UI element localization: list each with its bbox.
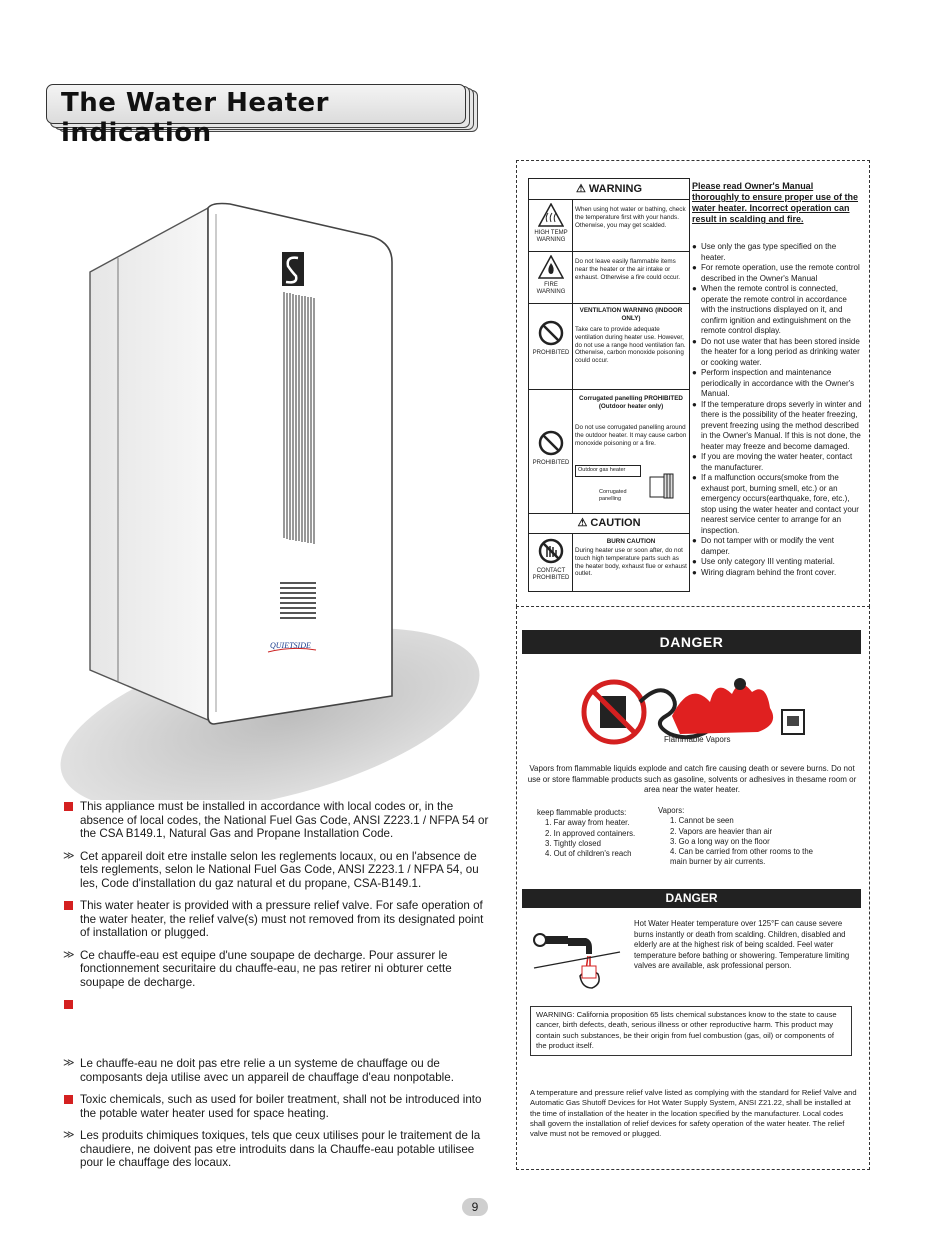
- note-item: ≫ Ce chauffe-eau est equipe d'une soupape de decharge. Pour assurer le fonctionnement securitaire du chauffe-eau, ne pas retirer ni obturer cette soupape de decharge.: [63, 948, 452, 989]
- flammable-vapors-illustration: [580, 672, 820, 754]
- warning-row-text: When using hot water or bathing, check the temperature first with your hands. Otherwise, you may get scalded.: [575, 206, 686, 229]
- bullet-item: ● If a malfunction occurs(smoke from the exhaust port, burning smell, etc.) or an emergency occurs(earthquake, fore, etc.), stop using the water heater and contact your nearest service center to arrange for an inspection.: [692, 473, 862, 536]
- heater-panel-figure: [647, 471, 677, 501]
- warning-header: ⚠ WARNING: [575, 183, 643, 195]
- page-number: 9: [462, 1198, 488, 1216]
- bullet-item: ● When the remote control is connected, operate the remote control in accordance with the instructions displayed on it, and confirm ignition and extinguishment on the remote control display.: [692, 284, 862, 337]
- warning-row-text: Do not use corrugated panelling around the outdoor heater. It may cause carbon monoxide poisoning or a fire.: [575, 424, 687, 447]
- warning-row-text: Do not leave easily flammable items near the heater or the air intake or exhaust. Otherwise a fire could occur.: [575, 258, 680, 281]
- keep-flammable-list: keep flammable products: 1. Far away from heater. 2. In approved containers. 3. Tightly closed 4. Out of children's reach: [537, 808, 636, 859]
- prohibited-icon: PROHIBITED: [531, 429, 571, 467]
- danger-header: DANGER: [522, 889, 861, 908]
- contact-prohibited-icon: CONTACT PROHIBITED: [531, 537, 571, 582]
- scald-danger-text: Hot Water Heater temperature over 125°F can cause severe burns instantly or death from scalding. Children, disabled and elderly are at the highest risk of being scalded. Feel water temperature before bathing or showering. Temperature limiting valves are available, ask professional person.: [634, 919, 850, 971]
- note-item: This water heater is provided with a pressure relief valve. For safe operation of the water heater, the relief valve(s) must not removed from its designated point of installation or plugged.: [64, 899, 494, 940]
- caution-header: ⚠ CAUTION: [577, 517, 641, 529]
- brand-text: QUIETSIDE: [270, 641, 311, 650]
- prohibited-icon: PROHIBITED: [531, 319, 571, 357]
- bullet-item: ● Do not use water that has been stored inside the heater for a long period as drinking water or cooking water.: [692, 337, 862, 369]
- relief-valve-text: A temperature and pressure relief valve listed as complying with the standard for Relief Valve and Automatic Gas Shutoff Devices for Hot Water Supply System, ANSI Z21.22, shall be installed at the time of installation of the heater in the location specified by the manufacturer. Local codes shall govern the installation of relief devices for safety operation of the water heater. The relief valve must not be removed or plugged.: [530, 1088, 857, 1139]
- bullet-item: ● Use only category III venting material.: [692, 557, 862, 568]
- warning-table: [528, 178, 690, 592]
- bullet-item: ● Do not tamper with or modify the vent damper.: [692, 536, 862, 557]
- title-box: [46, 84, 466, 148]
- read-manual-note: Please read Owner's Manual thoroughly to ensure proper use of the water heater. Incorrect operation can result in scalding and fire.: [692, 181, 859, 224]
- figure-label: Outdoor gas heater: [575, 465, 641, 477]
- page-title: The Water Heater indication: [61, 88, 329, 148]
- burn-caution-heading: BURN CAUTION: [606, 538, 656, 545]
- fire-warning-icon: FIRE WARNING: [531, 255, 571, 296]
- warning-row-text: During heater use or soon after, do not touch high temperature parts such as the heater body, exhaust flue or exhaust outlet.: [575, 547, 687, 578]
- high-temp-warning-icon: HIGH TEMP WARNING: [531, 203, 571, 244]
- note-item: ≫ Cet appareil doit etre installe selon les reglements locaux, ou en l'absence de tels reglements, selon le National Fuel Gas Code, ANSI Z223.1 / NFPA 54, ou les, Code d'installation du gaz natural et du propane, CSA-B149.1.: [63, 849, 479, 890]
- vapors-label: Flammable Vapors: [664, 735, 731, 744]
- note-item: Toxic chemicals, such as used for boiler treatment, shall not be introduced into the potable water heater used for space heating.: [64, 1093, 494, 1120]
- prop65-warning-box: WARNING: California proposition 65 lists chemical substances know to the state to cause cancer, birth defects, death, serious illness or other reproductive harm. This product may contain such substances, be their origin from fuel combustion (gas, oil) or components of the product itself.: [530, 1006, 852, 1056]
- bullet-item: ● If the temperature drops severly in winter and there is the possibility of the heater freezing, prevent freezing using the method described in the Owner's Manual. If this is not done, the heater may freeze and become damaged.: [692, 400, 862, 453]
- bullet-item: ● Wiring diagram behind the front cover.: [692, 568, 862, 579]
- water-heater-illustration: [30, 200, 500, 800]
- heater-side: [90, 208, 208, 720]
- scald-faucet-illustration: [528, 918, 626, 996]
- bullet-item: ● Perform inspection and maintenance periodically in accordance with the Owner's Manual.: [692, 368, 862, 400]
- figure-label: Corrugated panelling: [599, 489, 627, 502]
- bullet-item: ● If you are moving the water heater, contact the manufacturer.: [692, 452, 862, 473]
- page-title-tab: [46, 84, 472, 148]
- note-item: ≫ Les produits chimiques toxiques, tels que ceux utilises pour le traitement de la chaudiere, ne doivent pas etre introduits dans la Chauffe-eau potable utilisee pour le chauffage des locaux.: [63, 1129, 481, 1169]
- safety-bullets: [692, 242, 862, 578]
- vapors-facts-list: Vapors: 1. Cannot be seen 2. Vapors are heavier than air 3. Go a long way on the floor 4. Can be carried from other rooms to the main burner by air currents.: [658, 806, 814, 867]
- warning-row-text: Take care to provide adequate ventilation during heater use. However, do not use a range hood ventilation fan. Otherwise, carbon monoxide poisoning could occur.: [575, 326, 686, 365]
- corrugated-heading: Corrugated panelling PROHIBITED (Outdoor heater only): [579, 395, 683, 410]
- bullet-item: ● For remote operation, use the remote control described in the Owner's Manual: [692, 263, 862, 284]
- note-item: ≫ Le chauffe-eau ne doit pas etre relie a un systeme de chauffage ou de composants deja utilise avec un appareil de chauffage d'eau nonpotable.: [63, 1057, 454, 1084]
- installation-notes: [64, 800, 494, 1179]
- note-item: This appliance must be installed in accordance with local codes or, in the absence of local codes, the National Fuel Gas Code, ANSI Z223.1 / NFPA 54 or the CSA B149.1, Natural Gas and Propane Installation Code.: [64, 800, 494, 841]
- ventilation-heading: VENTILATION WARNING (INDOOR ONLY): [579, 307, 683, 322]
- danger-header: DANGER: [522, 630, 861, 654]
- bullet-item: ● Use only the gas type specified on the heater.: [692, 242, 862, 263]
- note-item: [64, 998, 494, 1048]
- danger-vapors-text: Vapors from flammable liquids explode and catch fire causing death or severe burns. Do not use or store flammable products such as gasoline, solvents or adhesives in thesame room or area near the water heater.: [527, 764, 857, 794]
